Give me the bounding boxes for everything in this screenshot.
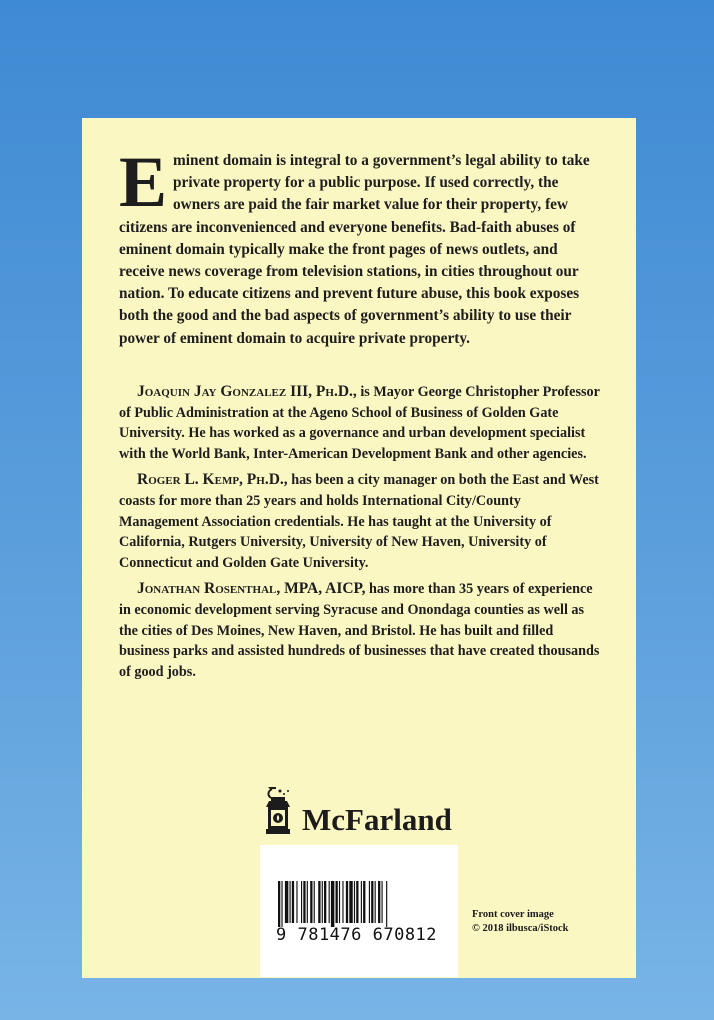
author-name: Roger L. Kemp, Ph.D.,: [137, 471, 288, 489]
credit-line-1: Front cover image: [472, 909, 554, 920]
barcode-bar: [329, 881, 330, 923]
barcode-bar: [369, 881, 370, 923]
barcode-bar: [382, 881, 383, 923]
barcode-bar: [322, 881, 323, 923]
author-bio-text: has been a city manager on both the East and West coasts for more than 25 years and holds International City/County Management Association credentials. He has taught at the University of California, Rutgers University, University of New Haven, University of Connecticut and Golden Gate University.: [119, 472, 599, 571]
barcode-bar: [375, 881, 376, 923]
barcode-bar: [356, 881, 358, 923]
barcode-bar: [354, 881, 355, 923]
barcode-bar: [278, 881, 280, 927]
barcode-bar: [318, 881, 320, 923]
barcode-bar: [386, 881, 387, 927]
author-bio: [119, 382, 600, 464]
barcode-bar: [307, 881, 308, 923]
barcode-bar: [296, 881, 297, 923]
book-description: [119, 142, 600, 350]
author-bios: [119, 382, 600, 688]
author-name: Joaquin Jay Gonzalez III, Ph.D.,: [137, 383, 357, 400]
barcode-bar: [292, 881, 294, 923]
barcode-bar: [361, 881, 362, 923]
isbn-barcode: [276, 881, 426, 927]
barcode-bar: [371, 881, 373, 923]
barcode-bar: [281, 881, 282, 927]
drop-cap: E: [119, 142, 168, 222]
barcode-bar: [336, 881, 338, 923]
barcode-bar: [339, 881, 340, 923]
credit-line-2: © 2018 ilbusca/iStock: [472, 923, 569, 934]
author-name: Jonathan Rosenthal, MPA, AICP,: [137, 580, 366, 598]
description-text: minent domain is integral to a government’s legal ability to take private property for a public purpose. If used correctly, the owners are paid the fair market value for their property, few citizens are inconvenienced and everyone benefits. Bad-faith abuses of eminent domain typically make the front pages of news outlets, and receive news coverage from television stations, in cities throughout our nation. To educate citizens and prevent future abuse, this book exposes both the good and the bad aspects of government’s ability to use their power of eminent domain to acquire private property.: [119, 152, 590, 347]
barcode-bar: [314, 881, 315, 923]
barcode-bar: [342, 881, 343, 923]
isbn-number: 9 781476 670812: [276, 925, 438, 945]
barcode-area: [260, 845, 458, 977]
author-bio-text: has more than 35 years of experience in economic development serving Syracuse and Onondaga counties as well as the cities of Des Moines, New Haven, and Bristol. He has built and filled business parks and assisted hundreds of businesses that have created thousands of good jobs.: [119, 581, 600, 680]
barcode-bar: [346, 881, 348, 923]
author-bio: [119, 470, 600, 573]
publisher-name: McFarland: [302, 802, 452, 837]
author-bio: [119, 579, 600, 682]
barcode-bar: [303, 881, 305, 923]
barcode-bar: [363, 881, 365, 923]
barcode-bar: [331, 881, 334, 927]
lantern-icon: [262, 785, 300, 837]
publisher-logo: [262, 785, 462, 837]
cover-image-credit: [472, 908, 569, 936]
author-bio-text: is Mayor George Christopher Professor of Public Administration at the Ageno School of Business of Golden Gate University. He has worked as a governance and urban development specialist with the World Bank, Inter-American Development Bank and other agencies.: [119, 384, 600, 462]
barcode-bar: [378, 881, 380, 923]
barcode-bar: [301, 881, 302, 923]
barcode-bar: [324, 881, 326, 923]
barcode-bar: [285, 881, 288, 923]
barcode-bar: [349, 881, 352, 923]
barcode-bar: [290, 881, 291, 923]
barcode-bar: [310, 881, 312, 923]
